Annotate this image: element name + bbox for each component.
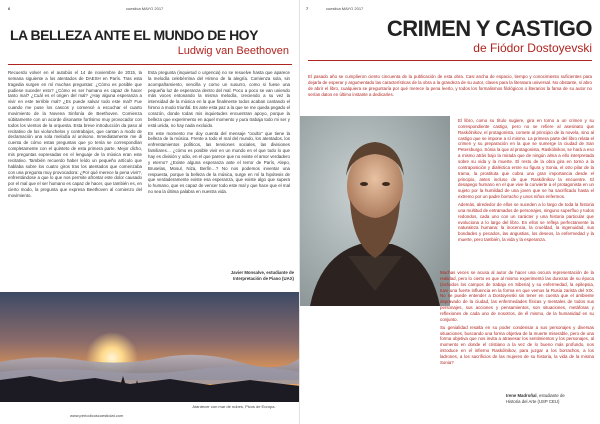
author-role: Interpretación de Piano (UAX) [233, 275, 294, 281]
paragraph: Esta pregunta (inquietud o urgencia) no se resuelve hasta que aparece la melodía celebérrima del Himno de la alegría. Comienza sola, sin acompañamiento, sencilla y como un susurro, como si fuese una pequeña luz de esperanza dentro del mal. Poco a poco se van uniendo más voces entonando la misma melodía, creciendo a su vez la intensidad de la música en la que finalmente todos acaban cantando el himno a modo triunfal. Es ante esta paz a la que se me queda pegado el corazón, donde todas mis inquietudes encuentran apoyo, porque la belleza que experimento en aquel momento y pura trabaja todo mi ser y está unida, no hay nada excluido. [148, 70, 290, 128]
article-title: CRIMEN Y CASTIGO [386, 16, 592, 41]
issue-label: cuestica MAYO 2017 [126, 6, 164, 11]
article-title: LA BELLEZA ANTE EL MUNDO DE HOY [10, 27, 258, 43]
page-number: 7 [306, 6, 309, 11]
author-role: Historia del Arte (USP CEU) [506, 398, 560, 404]
paragraph: Recuerdo volver en el autobús el 14 de noviembre de 2015, la semana siguiente a los atentados de DAESH en París. Tras esta tragedia surgen en mí muchas preguntas: ¿Cómo es posible que pudiese suceder esto? ¿Cómo es ser humano es capaz de hacer tanto mal? ¿Cuál es el origen del mal? ¿Hay alguna esperanza a vivir en este terrible mal? ¿Es puede salvar todo este mal? Fue cuando me puse los cascos y comencé a escuchar el cuarto movimiento de la Novena Sinfonía de Beethoven. Comienza súbitamente con un acorde disonante fortísimo muy provocador con todos los vientos de la orquesta. Esta breve introducción da paso al recitativo de los violonchelos y contrabajos, que cantan a modo de declamación una sola melodía al unísono. Inmediatamente me di cuenta de cómo estas preguntas que yo tenía se correspondían completamente con el quinteto de esta primera parte. Mejor dicho, mis preguntas expresadas en el lenguaje de la música eran este recitativo. También recuerdo haber leído un pequeño artículo que hablaba sobre los cuatro giros tras los atentados que comenzaba con una pregunta muy provocadora: ¿Por qué merece la pena vivir?, enfrentándose a que lo que nos permite afrontar este dolor causado por el mal que el ser humano es capaz de hacer, que también es, en cierto modo, la pregunta que expresa Beethoven al comienzo del movimiento. [8, 70, 142, 199]
article-subtitle: Ludwig van Beethoven [177, 45, 289, 57]
photo-caption: Atardecer con mar de nubes, Picos de Europa. [192, 404, 276, 409]
author-name: Javier Monsalve, estudiante de [230, 270, 294, 275]
author-credit [506, 393, 596, 404]
article-column-2 [148, 70, 290, 266]
page-number: 6 [8, 6, 11, 11]
paragraph: Muchas veces se acusa al autor de hacer una oscura representación de la realidad, pero lo cierto es que al mismo experimentó las durezas de su época (incluidos los campos de trabajo en Siberia) y su enfermedad, la epilepsia, tuvo una fuerte influencia en la forma en que vemos la Rusia zarista del XIX. No se puede entender a Dostoyevski sin tener en cuenta que el ambiente depravado de la ciudad, las enfermedades físicas y mentales de todos sus personajes, sus acciones y pensamientos, son situaciones, metáforas y reflexiones de cada uno de nosotros, de él mismo, de la humanidad en su conjunto. [440, 270, 594, 322]
website-link[interactable]: www.periodicoscuestiolat.com [70, 413, 124, 418]
author-credit [196, 270, 294, 281]
paragraph: Su genialidad resalta en su poder condensar a sus personajes y diversas situaciones, buscando una forma objetiva de la muerte miserable, pero de una forma objetiva que nos invita a atravesar los sentimientos y los personajes, al momento en donde el cristiano a la vez de lo bueno más profundo, nos introduce en el infierno Raskólnikov, para juzgar a los borrachos, a los ladrones, a los sacrificios de las mujeres de su historia, la vida de la misma Sonia? [440, 324, 594, 365]
paragraph: El pasado año se cumplieron ciento cincuenta de la publicación de esta obra. Casi ancha de espacio, tiempo y conocimiento suficientes para dejarla de esperar y argumentado las características de la obra a la grandeza de su autor, claves para la literatura universal. No obstante, si abro de abrir el libro, cualquiera se preguntaría por qué merece la pena leerlo, y todos los formalismos filológicos o literarios la fama de su autor no serían datos en último instante a dedicarles. [308, 74, 592, 97]
portrait-illustration [300, 116, 450, 306]
article-subtitle: de Fiódor Dostoyevski [473, 41, 592, 55]
article-column-lower [440, 270, 594, 390]
paragraph: Además, alrededor de ellos se suceden a lo largo de toda la historia una multitud de entramados de personajes, ninguno superfluo y todos redondos, cada uno con un carácter y una historia particular que evoluciona a lo largo del libro. En ellos se refleja perfectamente la naturaleza humana: la inocencia, la crueldad, la ingenuidad, sus bondades y pecados, las angustias, los deseos, la enfermedad y la muerte, pero también, la vida y la esperanza. [458, 202, 594, 243]
article-column-1 [8, 70, 142, 286]
article-column-right [458, 118, 594, 268]
right-page [300, 0, 600, 424]
paragraph: En este momento me doy cuenta del mensaje “oculto” que tiene la belleza de la música. Frente a todo el mal del mundo, los atentados, los enfrentamientos políticos, las tensiones sociales, las divisiones familiares… ¿cómo es posible vivir en un mundo en el que todo lo que hay es división y odio, en el que parece que no existe el amor verdadero y eterno? ¿Existe alguna esperanza ante el terror de París, Alepo, Bruselas, Mosul, Niza, Berlín…? No nos podemos inventar una respuesta, porque la belleza de la música, surge en mí la hipótesis de que verdaderamente existe esa esperanza, que existe algo que supera lo humano, que es capaz de vencer todo este mal y que hace que el mal no sea la última palabra en nuestra vida. [148, 130, 290, 195]
sunset-photo [0, 292, 300, 402]
dostoyevsky-portrait [300, 116, 450, 306]
author-tail: , estudiante de [536, 393, 565, 398]
issue-label: cuestica MAYO 2017 [326, 6, 364, 11]
title-rule [308, 60, 592, 61]
paragraph: El libro, como su título sugiere, gira en torno a un crimen y su correspondiente castigo, pero no se refiere al asesinato que Raskólnikov, el protagonista, comete al principio de la novela, sino al castigo que se impone a sí mismo. La primera parte del libro relata el crimen y su preparación en la que se sumerge la ciudad de San Petersburgo. Sónia la que al protagonista, Raskólnikov, se hará a eso a mismo atrás bajo la mirada que de ningún alma a ello interpretada sobre su vida y la muerte. El resto de la obra gira en torno a la contraposición y dialéctica entre su figura y Sonia, el otro pilar de la trama, la prostituta que cobra una gran importancia desde el principio, antes incluso de que Raskólnikov la encuentre. El desapego humano en el que vive la convierte a el protagonista en un sujeto por la humildad de una joven que se ha sacrificado hasta el extremo por un padre borracho y unos niños enfermos. [458, 118, 594, 200]
sunset-illustration [0, 292, 300, 402]
author-name: Irene Madroñal [506, 393, 537, 398]
title-rule [8, 64, 292, 65]
intro-paragraph [308, 74, 592, 99]
